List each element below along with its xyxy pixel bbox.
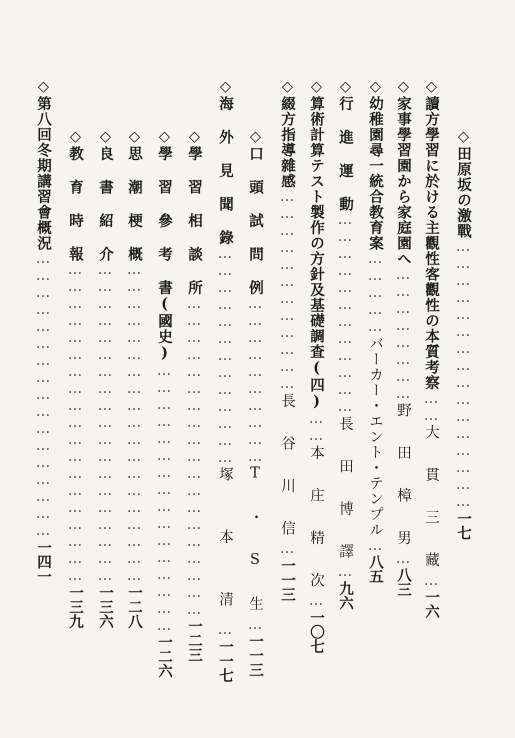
toc-entry (153, 128, 175, 736)
leader-dots: ……………………………… (337, 212, 353, 416)
toc-author: 塚 本 清 (217, 466, 233, 622)
toc-title: ◇算術計算テスト製作の方針及基礎調査(四) (308, 78, 325, 411)
toc-title: ◇思 潮 梗 概 (126, 128, 143, 262)
leader-dots: ……………………………… (279, 189, 295, 393)
toc-title: ◇綴方指導雜感 (279, 78, 296, 189)
toc-page: 一〇七 (308, 610, 325, 654)
toc-entry (452, 128, 474, 736)
leader-dots: …………… (367, 251, 383, 336)
toc-page: 一三九 (67, 585, 84, 629)
toc-entry (334, 78, 356, 686)
toc-author: バーカー・エント・テンプル (367, 336, 383, 538)
leader-dots: ………………………………………………… (186, 295, 202, 619)
toc-entry (94, 128, 116, 736)
toc-title: ◇家事學習園から家庭園へ (395, 78, 412, 267)
leader-dots: … (217, 622, 233, 639)
toc-title: ◇良 書 紹 介 (97, 128, 114, 262)
toc-entry (244, 128, 266, 736)
leader-dots: … (423, 572, 439, 590)
toc-title: ◇學 習 參 考 書(國史) (156, 128, 173, 363)
toc-entry (420, 78, 442, 686)
toc-page: 一三六 (97, 585, 114, 629)
toc-author: 大 貫 三 藏 (423, 424, 439, 573)
toc-page: 九六 (337, 581, 354, 610)
toc-entry (392, 78, 414, 686)
toc-title: ◇第八回冬期講習會概況 (35, 78, 52, 251)
leader-dots: … (395, 550, 411, 568)
toc-page: 一二三 (186, 618, 203, 662)
toc-title: ◇口 頭 試 問 例 (247, 128, 264, 296)
toc-entry (183, 128, 205, 736)
toc-page: 一六 (423, 589, 440, 619)
leader-dots: … (247, 616, 263, 634)
toc-author: 長 田 博 譯 (337, 416, 353, 564)
toc-page: 一四一 (35, 540, 52, 584)
leader-dots: … (279, 541, 295, 558)
toc-entry (276, 78, 298, 686)
leader-dots: ………………………………………………… (126, 262, 142, 585)
toc-page: 一一三 (279, 558, 296, 602)
toc-title: ◇幼稚園尋一統合教育案 (367, 78, 384, 251)
leader-dots: … (308, 593, 324, 610)
toc-title: ◇讀方學習に於ける主觀性客觀性の本質考察 (423, 78, 440, 391)
toc-author: T ・ S 生 (247, 465, 263, 617)
toc-page: 一一七 (217, 639, 234, 683)
toc-title: ◇田原坂の激戰 (455, 128, 472, 239)
toc-entry (32, 78, 54, 686)
toc-title: ◇學 習 相 談 所 (186, 128, 203, 296)
leader-dots: …… (423, 390, 439, 425)
toc-author: 長 谷 川 信 (279, 393, 295, 541)
toc-author: 野 田 樟 男 (395, 402, 411, 551)
leader-dots: …… (308, 411, 324, 445)
leader-dots: …………………… (395, 266, 411, 403)
leader-dots: ………………………… (247, 295, 263, 466)
leader-dots: ………………………………………… (455, 239, 471, 511)
leader-dots: … (337, 564, 353, 581)
toc-page: 八三 (395, 567, 412, 597)
toc-entry (214, 78, 236, 686)
leader-dots: ………………………………………… (156, 362, 172, 635)
toc-page: 一二八 (126, 585, 143, 629)
toc-page: 八五 (367, 554, 384, 584)
leader-dots: …………………………………………… (35, 251, 51, 540)
toc-page: 一一三 (247, 633, 264, 677)
leader-dots: ………………………………… (217, 245, 233, 467)
leader-dots: … (367, 537, 383, 555)
toc-entry (123, 128, 145, 736)
leader-dots: ………………………………………………… (67, 262, 83, 585)
toc-title: ◇海 外 見 聞 錄 (217, 78, 234, 246)
toc-title: ◇教 育 時 報 (67, 128, 84, 262)
toc-page: 一二六 (156, 634, 173, 678)
toc-title: ◇行 進 運 動 (337, 78, 354, 212)
toc-entry (364, 78, 386, 686)
toc-page: 一七 (455, 511, 472, 540)
toc-entry (64, 128, 86, 736)
toc-author: 本 庄 精 次 (308, 445, 324, 593)
toc-entry (305, 78, 327, 686)
leader-dots: ………………………………………………… (97, 262, 113, 585)
